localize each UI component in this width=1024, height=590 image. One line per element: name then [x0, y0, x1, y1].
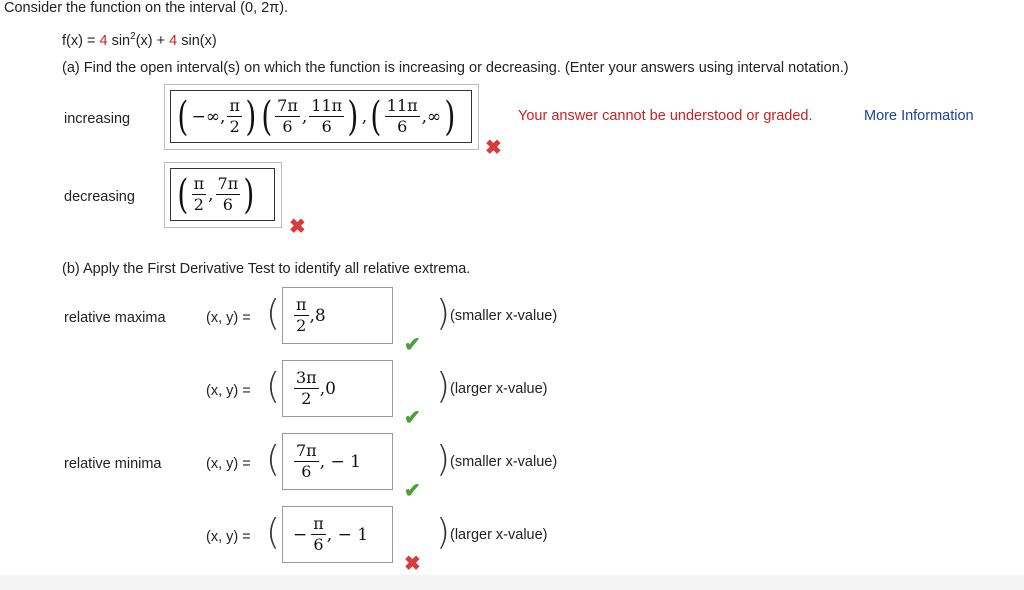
function-definition: [62, 31, 217, 49]
increasing-label: increasing: [64, 111, 131, 127]
increasing-incorrect-icon: ✖: [485, 137, 502, 159]
open-paren-1: (: [266, 293, 281, 334]
function-term1-arg: (x) +: [135, 32, 170, 49]
xy-label-3: (x, y) =: [206, 456, 251, 472]
increasing-answer-input[interactable]: ( −∞, $\frac{\pi}{2}$ ) ( $\frac{7\pi}{6}$ , $\frac{11\pi}{6}$ ) , ( $\frac{11\pi}{6}$ ,∞ ): [170, 90, 472, 143]
max-point-2-input[interactable]: $\frac{3\pi}{2}$ ,0: [282, 360, 393, 417]
intro-text: Consider the function on the interval (0, 2π).: [4, 0, 289, 16]
xy-label-4: (x, y) =: [206, 529, 251, 545]
open-paren-2: (: [266, 366, 281, 407]
min-point-1-input[interactable]: $\frac{7\pi}{6}$ , − 1: [282, 433, 393, 490]
function-term2: sin(x): [177, 32, 217, 49]
part-a-prompt: (a) Find the open interval(s) on which the function is increasing or decreasing. (Enter your answers using interval notation.): [62, 60, 849, 76]
function-coef1: 4: [99, 32, 108, 49]
note-2: (larger x-value): [450, 381, 548, 397]
min-2-incorrect-icon: ✖: [404, 553, 421, 575]
open-paren-3: (: [266, 439, 281, 480]
decreasing-incorrect-icon: ✖: [289, 216, 306, 238]
relative-maxima-label: relative maxima: [64, 310, 166, 326]
close-paren-4: ): [436, 512, 451, 553]
close-paren-3: ): [436, 439, 451, 480]
min-point-2-input[interactable]: − $\frac{\pi}{6}$ , − 1: [282, 506, 393, 563]
footer-band: [0, 575, 1024, 590]
part-b-prompt: (b) Apply the First Derivative Test to identify all relative extrema.: [62, 261, 471, 277]
min-1-correct-icon: ✔: [404, 480, 421, 502]
decreasing-label: decreasing: [64, 189, 135, 205]
function-exponent: 2: [130, 31, 136, 42]
note-4: (larger x-value): [450, 527, 548, 543]
close-paren-1: ): [436, 293, 451, 334]
max-1-correct-icon: ✔: [404, 334, 421, 356]
error-message: Your answer cannot be understood or graded.: [518, 108, 813, 124]
close-paren-2: ): [436, 366, 451, 407]
note-3: (smaller x-value): [450, 454, 558, 470]
xy-label-1: (x, y) =: [206, 310, 251, 326]
more-information-link[interactable]: More Information: [864, 108, 974, 124]
function-lhs: f(x) =: [62, 32, 100, 49]
relative-minima-label: relative minima: [64, 456, 162, 472]
increasing-answer-frame: [164, 84, 479, 150]
function-term1: sin: [107, 32, 131, 49]
decreasing-answer-frame: [164, 162, 282, 228]
max-2-correct-icon: ✔: [404, 407, 421, 429]
decreasing-answer-input[interactable]: ( $\frac{\pi}{2}$ , $\frac{7\pi}{6}$ ): [170, 168, 275, 221]
xy-label-2: (x, y) =: [206, 383, 251, 399]
note-1: (smaller x-value): [450, 308, 558, 324]
open-paren-4: (: [266, 512, 281, 553]
max-point-1-input[interactable]: $\frac{\pi}{2}$ ,8: [282, 287, 393, 344]
function-coef2: 4: [169, 32, 178, 49]
